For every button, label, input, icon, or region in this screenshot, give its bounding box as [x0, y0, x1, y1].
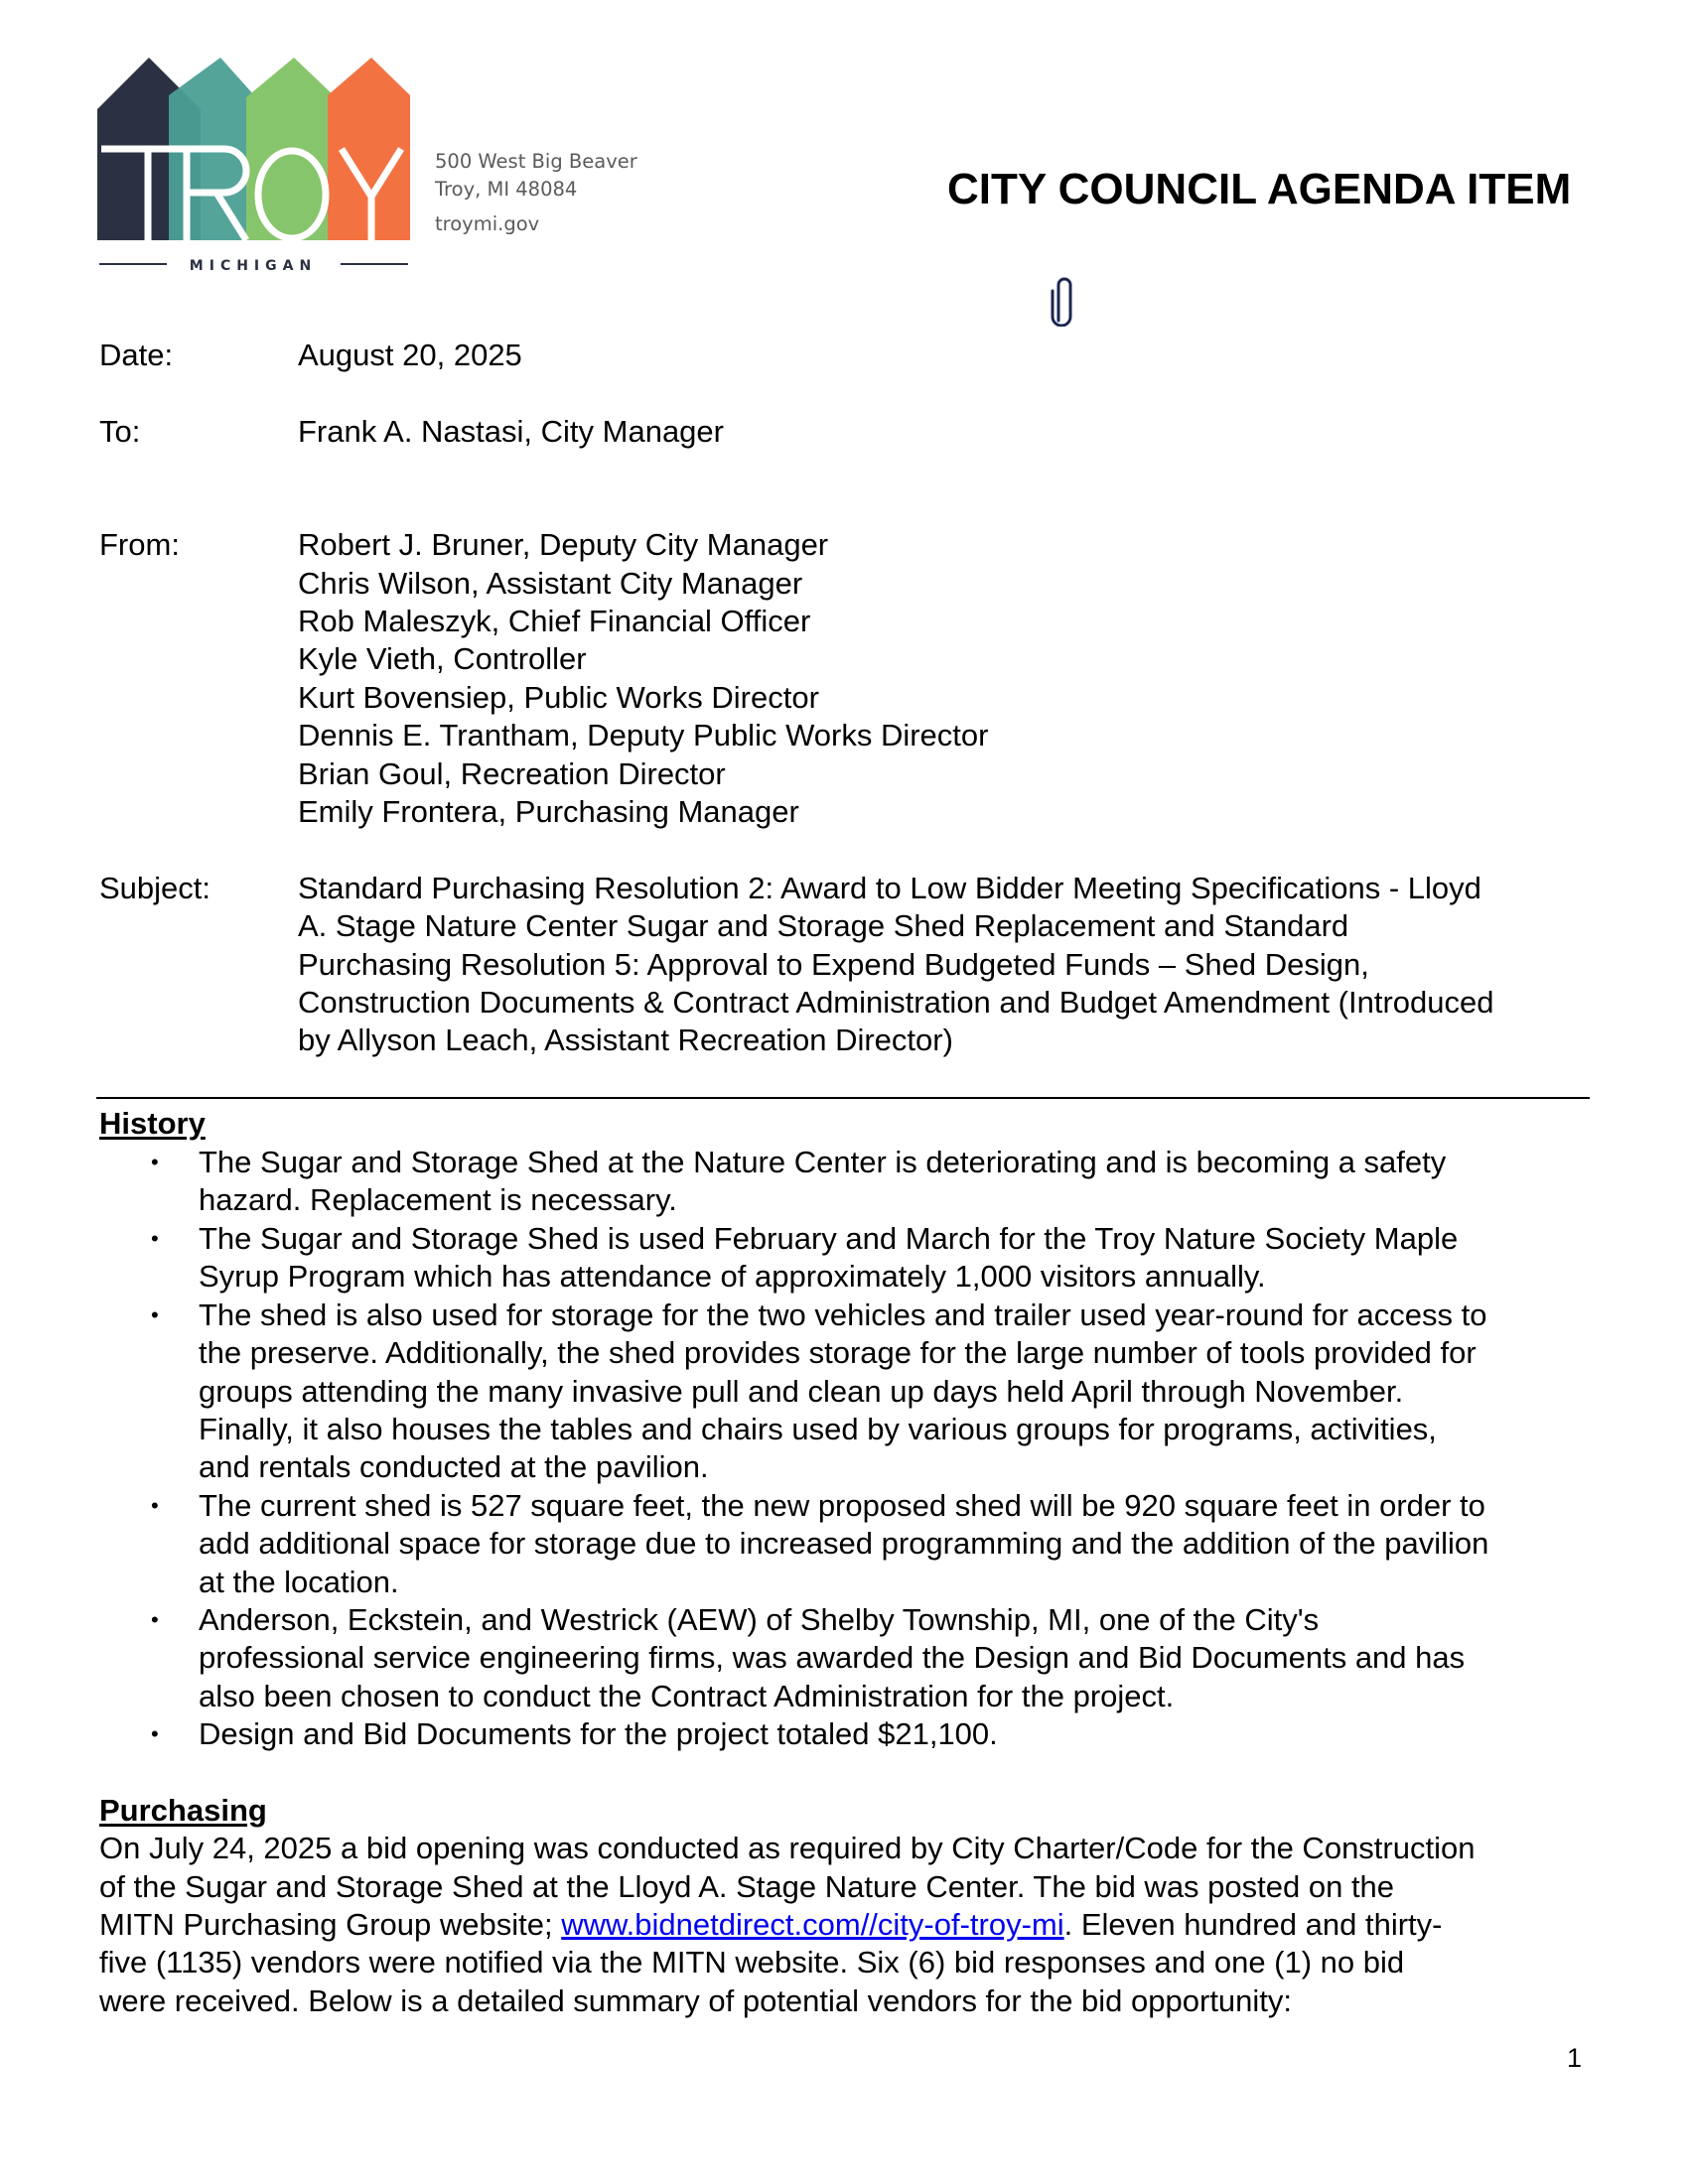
history-bullet-line: Finally, it also houses the tables and chairs used by various groups for programs, activities,	[199, 1412, 1437, 1446]
bullet-icon: •	[151, 1721, 159, 1746]
from-line: Robert J. Bruner, Deputy City Manager	[298, 527, 829, 562]
bidnet-link[interactable]: www.bidnetdirect.com//city-of-troy-mi	[561, 1907, 1064, 1942]
subject-line: by Allyson Leach, Assistant Recreation Director)	[298, 1023, 953, 1057]
to-value: Frank A. Nastasi, City Manager	[298, 414, 724, 449]
bullet-icon: •	[151, 1226, 159, 1251]
from-line: Kurt Bovensiep, Public Works Director	[298, 680, 819, 715]
history-bullet-line: Anderson, Eckstein, and Westrick (AEW) of Shelby Township, MI, one of the City's	[199, 1602, 1320, 1637]
history-bullet-line: also been chosen to conduct the Contract Administration for the project.	[199, 1679, 1175, 1713]
history-bullet-line: hazard. Replacement is necessary.	[199, 1182, 677, 1217]
from-line: Brian Goul, Recreation Director	[298, 756, 726, 791]
date-value: August 20, 2025	[298, 338, 522, 372]
from-line: Kyle Vieth, Controller	[298, 641, 587, 676]
from-label: From:	[99, 527, 180, 562]
purchasing-text-line: of the Sugar and Storage Shed at the Lloyd A. Stage Nature Center. The bid was posted on the	[99, 1869, 1395, 1904]
to-label: To:	[99, 414, 141, 449]
page-number: 1	[1567, 2043, 1583, 2073]
logo-michigan-text: MICHIGAN	[189, 258, 318, 272]
purchasing-text-segment: . Eleven hundred and thirty-	[1063, 1907, 1443, 1942]
history-bullet-line: Design and Bid Documents for the project totaled $21,100.	[199, 1716, 998, 1751]
subject-line: Standard Purchasing Resolution 2: Award to Low Bidder Meeting Specifications - Lloyd	[298, 871, 1481, 905]
subject-label: Subject:	[99, 871, 211, 905]
purchasing-text-segment: MITN Purchasing Group website;	[99, 1907, 562, 1942]
purchasing-text-line	[99, 1906, 1442, 1944]
paperclip-icon[interactable]	[1049, 275, 1078, 327]
section-divider	[96, 1097, 1590, 1099]
address-line-2: Troy, MI 48084	[435, 178, 578, 201]
address-line-1: 500 West Big Beaver	[435, 150, 637, 173]
troy-michigan-logo	[97, 58, 410, 272]
purchasing-heading: Purchasing	[99, 1793, 267, 1828]
history-bullet-line: Syrup Program which has attendance of approximately 1,000 visitors annually.	[199, 1259, 1266, 1294]
subject-line: Purchasing Resolution 5: Approval to Expend Budgeted Funds – Shed Design,	[298, 947, 1369, 982]
bullet-icon: •	[151, 1493, 159, 1518]
from-line: Chris Wilson, Assistant City Manager	[298, 566, 803, 601]
purchasing-text-line: On July 24, 2025 a bid opening was conducted as required by City Charter/Code for the Construction	[99, 1831, 1476, 1865]
subject-line: A. Stage Nature Center Sugar and Storage Shed Replacement and Standard	[298, 908, 1349, 943]
history-bullet-line: The shed is also used for storage for the two vehicles and trailer used year-round for access to	[199, 1297, 1487, 1332]
bullet-icon: •	[151, 1607, 159, 1632]
bullet-icon: •	[151, 1150, 159, 1174]
history-bullet-line: professional service engineering firms, was awarded the Design and Bid Documents and has	[199, 1640, 1466, 1675]
from-line: Dennis E. Trantham, Deputy Public Works Director	[298, 718, 989, 752]
history-heading: History	[99, 1106, 206, 1141]
from-line: Emily Frontera, Purchasing Manager	[298, 794, 799, 829]
history-bullet-line: The Sugar and Storage Shed at the Nature Center is deteriorating and is becoming a safety	[199, 1145, 1447, 1179]
history-bullet-line: the preserve. Additionally, the shed provides storage for the large number of tools provided for	[199, 1335, 1477, 1370]
purchasing-text-line: were received. Below is a detailed summary of potential vendors for the bid opportunity:	[99, 1983, 1293, 2018]
history-bullet-line: at the location.	[199, 1565, 399, 1599]
website-text: troymi.gov	[435, 212, 540, 235]
history-bullet-line: The current shed is 527 square feet, the new proposed shed will be 920 square feet in order to	[199, 1488, 1485, 1523]
history-bullet-line: add additional space for storage due to increased programming and the addition of the pavilion	[199, 1526, 1489, 1561]
history-bullet-line: and rentals conducted at the pavilion.	[199, 1449, 709, 1484]
history-bullet-line: The Sugar and Storage Shed is used February and March for the Troy Nature Society Maple	[199, 1221, 1459, 1256]
bullet-icon: •	[151, 1302, 159, 1327]
subject-line: Construction Documents & Contract Administration and Budget Amendment (Introduced	[298, 985, 1494, 1020]
document-title: CITY COUNCIL AGENDA ITEM	[947, 165, 1572, 213]
date-label: Date:	[99, 338, 174, 372]
purchasing-text-line: five (1135) vendors were notified via the MITN website. Six (6) bid responses and one (1) no bid	[99, 1945, 1405, 1979]
history-bullet-line: groups attending the many invasive pull and clean up days held April through November.	[199, 1374, 1404, 1409]
from-line: Rob Maleszyk, Chief Financial Officer	[298, 604, 811, 638]
